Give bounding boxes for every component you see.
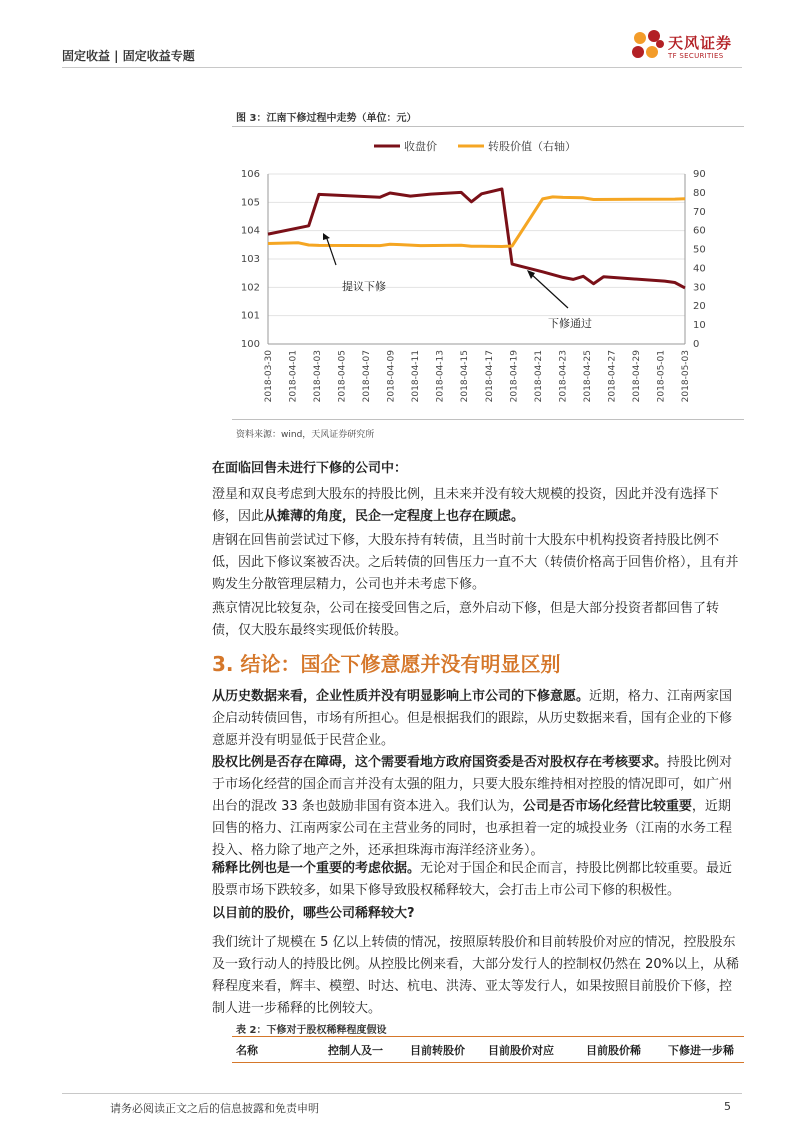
section-title-conclusion: 3. 结论：国企下修意愿并没有明显区别 (212, 652, 561, 676)
y-right-tick-label: 50 (693, 244, 706, 256)
paragraph-emphasis: 公司是否市场化经营比较重要 (522, 799, 692, 814)
paragraph-emphasis: 股权比例是否存在障碍，这个需要看地方政府国资委是否对股权存在考核要求。 (212, 755, 668, 770)
annotation-arrow (326, 236, 336, 265)
logo-subtitle: TF SECURITIES (668, 52, 724, 60)
paragraph-text: 无论对于国企和民企而言，持股比例都比较重要。最近股票市场下跌较多，如果下修导致股权稀释较大，会打击上市公司下修的积极性。 (212, 861, 733, 898)
x-tick-label: 2018-05-01 (656, 350, 667, 403)
paragraph-chengxing (212, 484, 742, 528)
logo-name: 天风证券 (668, 34, 733, 52)
annotation-label: 下修通过 (548, 317, 592, 330)
table-header-cell: 名称 (236, 1044, 258, 1057)
x-tick-label: 2018-04-25 (582, 350, 593, 403)
figure-title: 图 3：江南下修过程中走势（单位：元） (236, 113, 417, 124)
paragraph-equity-ratio (212, 752, 742, 862)
paragraph-text: 澄星和双良考虑到大股东的持股比例，且未来并没有较大规模的投资，因此并没有选择下修，因此 (212, 487, 720, 524)
paragraph-yanjing: 燕京情况比较复杂，公司在接受回售之后，意外启动下修，但是大部分投资者都回售了转债，仅大股东最终实现低价转股。 (212, 601, 720, 638)
figure-source: 资料来源：wind，天风证券研究所 (236, 430, 375, 440)
y-left-tick-label: 105 (240, 197, 260, 209)
paragraph-emphasis: 从摊薄的角度，民企一定程度上也存在顾虑。 (264, 509, 525, 524)
x-tick-label: 2018-04-01 (288, 350, 299, 403)
series-close-price-line (268, 189, 685, 288)
x-tick-label: 2018-04-07 (362, 350, 373, 403)
page-number: 5 (724, 1100, 731, 1113)
y-right-tick-label: 60 (693, 225, 706, 237)
x-tick-label: 2018-04-15 (460, 350, 471, 403)
annotation-arrowhead (323, 233, 330, 240)
paragraph-dilution (212, 858, 742, 902)
paragraph-history (212, 686, 742, 752)
x-tick-label: 2018-04-11 (411, 350, 422, 403)
paragraph-emphasis: 从历史数据来看，企业性质并没有明显影响上市公司的下修意愿。 (212, 689, 590, 704)
x-tick-label: 2018-05-03 (681, 350, 691, 403)
y-left-tick-label: 100 (240, 339, 260, 350)
header-title: 固定收益 | 固定收益专题 (62, 49, 195, 63)
table-header-cell: 目前转股价 (410, 1044, 465, 1057)
x-tick-label: 2018-04-13 (435, 350, 446, 403)
paragraph-statistics: 我们统计了规模在 5 亿以上转债的情况，按照原转股价和目前转股价对应的情况，控股股东及一致行动人的持股比例。从控股比例来看，大部分发行人的控制权仍然在 20%以上，从稀释程度来看，辉丰、模塑、时达、杭电、洪涛、亚太等发行人，如果按照目前股价下修，控制人进一步稀释的比例较大。 (212, 935, 740, 1016)
y-right-tick-label: 10 (693, 320, 706, 332)
subheading-no-revision: 在面临回售未进行下修的公司中： (212, 461, 408, 476)
y-right-tick-label: 80 (693, 187, 706, 199)
table-header-cell: 控制人及一 (328, 1044, 383, 1057)
table-top-rule (232, 1036, 744, 1037)
y-left-tick-label: 104 (240, 225, 260, 237)
y-right-tick-label: 30 (693, 282, 706, 294)
x-tick-label: 2018-04-29 (631, 350, 642, 403)
price-chart (232, 130, 744, 420)
y-left-tick-label: 101 (240, 310, 260, 322)
y-right-tick-label: 90 (693, 169, 706, 180)
annotation-arrowhead (527, 270, 535, 279)
x-tick-label: 2018-04-27 (607, 350, 618, 403)
legend-label: 转股价值（右轴） (488, 140, 576, 153)
y-right-tick-label: 20 (693, 301, 706, 313)
figure-bottom-divider (232, 419, 744, 420)
y-right-tick-label: 40 (693, 263, 706, 275)
x-tick-label: 2018-04-09 (386, 350, 397, 403)
x-tick-label: 2018-04-03 (313, 350, 324, 403)
x-tick-label: 2018-03-30 (264, 350, 274, 403)
subheading-dilution-question: 以目前的股价，哪些公司稀释较大? (212, 906, 415, 921)
table-header-cell: 目前股价对应 (488, 1044, 554, 1057)
y-left-tick-label: 106 (240, 169, 260, 180)
x-tick-label: 2018-04-21 (533, 350, 544, 403)
table-header-cell: 下修进一步稀 (668, 1044, 734, 1057)
y-right-tick-label: 0 (693, 339, 700, 350)
table-header-cell: 目前股价稀 (586, 1044, 641, 1057)
paragraph-text: 近期，格力、江南两家国企启动转债回售，市场有所担心。但是根据我们的跟踪，从历史数据来看，国有企业的下修意愿并没有明显低于民营企业。 (212, 689, 733, 748)
x-tick-label: 2018-04-23 (558, 350, 569, 403)
x-tick-label: 2018-04-17 (484, 350, 495, 403)
y-left-tick-label: 102 (240, 282, 260, 294)
logo-flower-icon (630, 28, 666, 68)
x-tick-label: 2018-04-05 (337, 350, 348, 403)
annotation-label: 提议下修 (342, 280, 386, 293)
company-logo (630, 26, 750, 70)
series-conversion-value-line (268, 197, 685, 247)
paragraph-emphasis: 稀释比例也是一个重要的考虑依据。 (212, 861, 421, 876)
paragraph-text: 持股比例对于市场化经营的国企而言并没有太强的阻力，只要大股东维持相对控股的情况即可，如广州出台的混改 33 条也鼓励非国有资本进入。我们认为， (212, 755, 733, 814)
table-title: 表 2：下修对于股权稀释程度假设 (236, 1025, 387, 1036)
figure-top-divider (232, 126, 744, 127)
x-tick-label: 2018-04-19 (509, 350, 520, 403)
footer-disclaimer: 请务必阅读正文之后的信息披露和免责申明 (110, 1102, 319, 1115)
paragraph-tanggang: 唐钢在回售前尝试过下修，大股东持有转债，且当时前十大股东中机构投资者持股比例不低，因此下修议案被否决。之后转债的回售压力一直不大（转债价格高于回售价格），且有并购发生分散管理层精力，公司也并未考虑下修。 (212, 533, 739, 592)
y-right-tick-label: 70 (693, 206, 706, 218)
footer-divider (62, 1093, 742, 1094)
paragraph-text: ，近期回售的格力、江南两家公司在主营业务的同时，也承担着一定的城投业务（江南的水务工程投入、格力除了地产之外，还承担珠海市海洋经济业务）。 (212, 799, 733, 858)
legend-label: 收盘价 (404, 140, 437, 153)
table-header-rule (232, 1062, 744, 1063)
y-left-tick-label: 103 (240, 254, 260, 265)
